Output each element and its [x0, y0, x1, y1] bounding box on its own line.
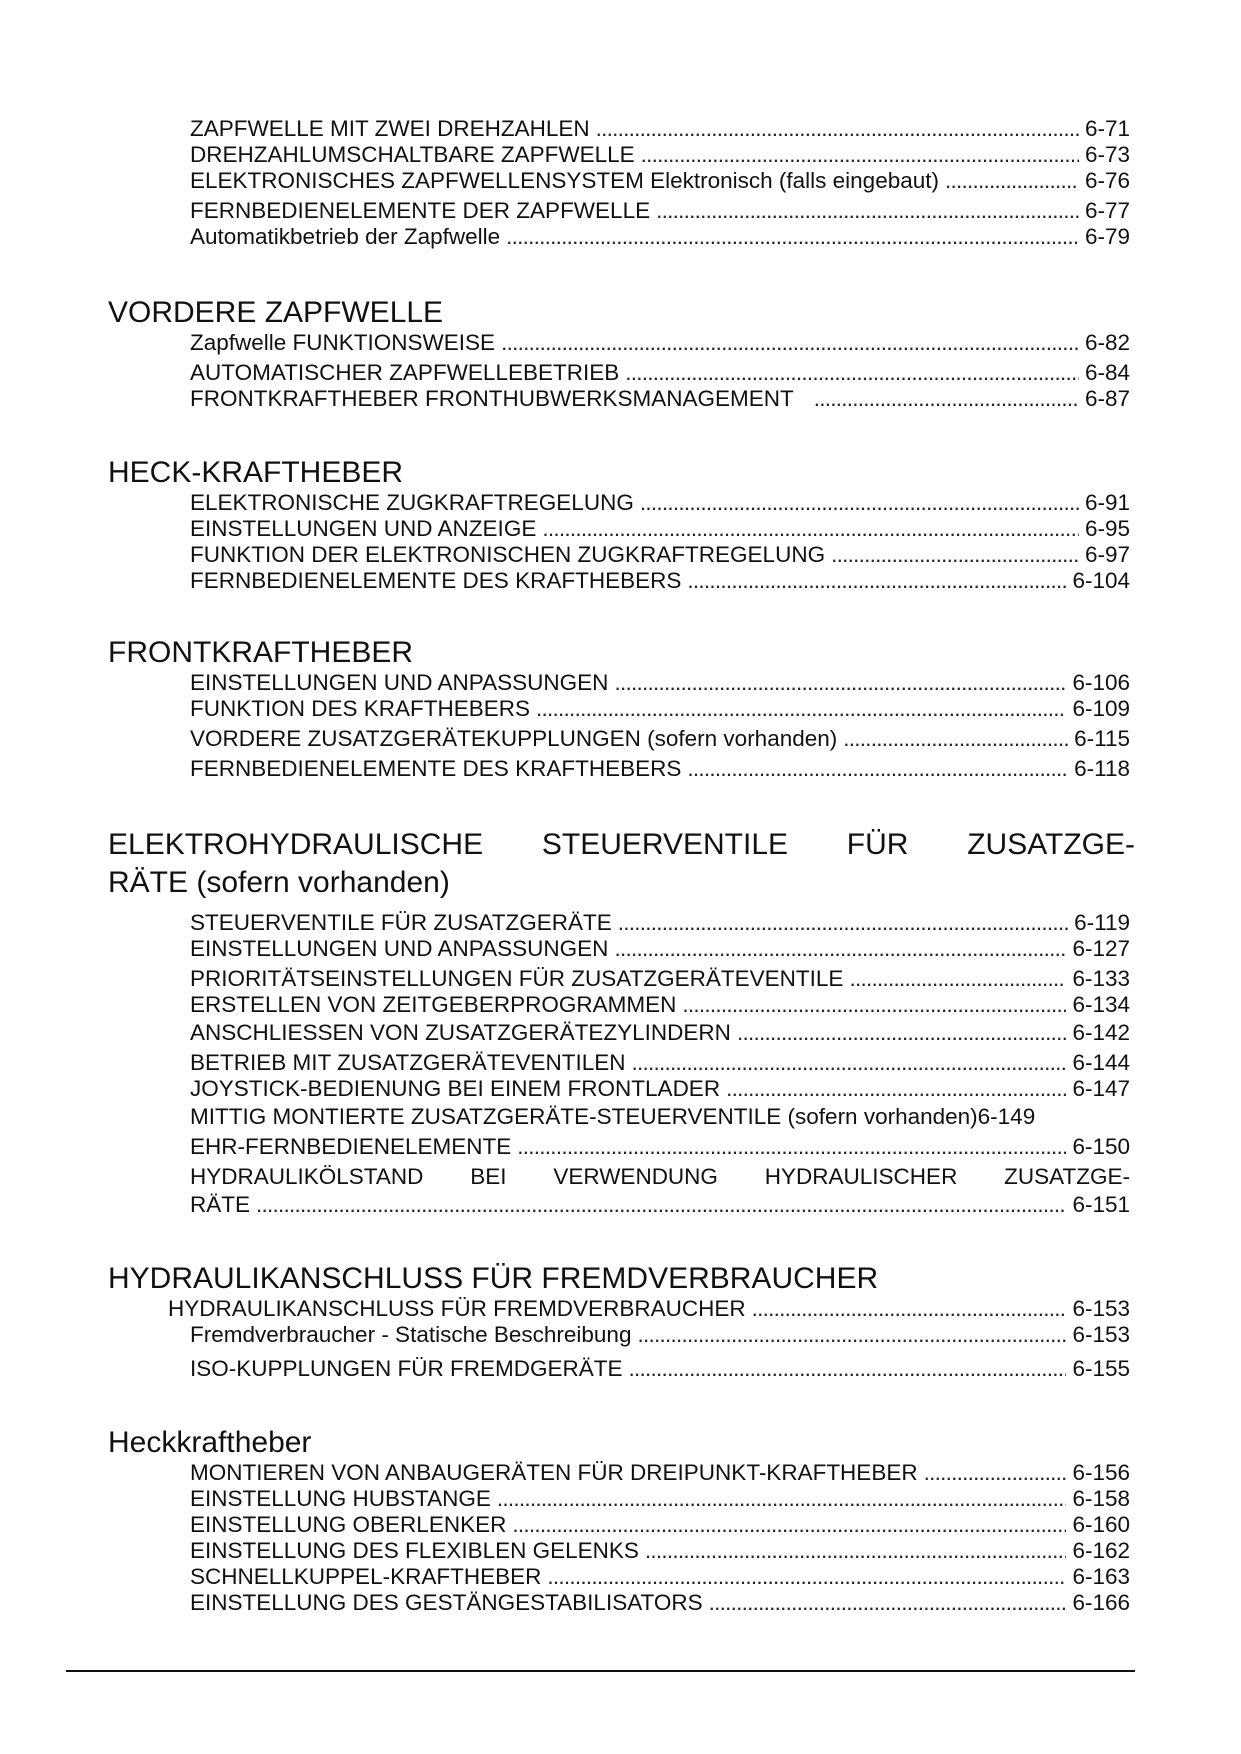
toc-entry-page: 6-166 — [1072, 1590, 1130, 1615]
toc-entry-page: 6-158 — [1072, 1486, 1130, 1511]
toc-entry[interactable] — [190, 1020, 1130, 1046]
dot-leader — [517, 1134, 1066, 1160]
toc-entry[interactable] — [190, 1460, 1130, 1486]
toc-entry-title: EINSTELLUNG OBERLENKER — [190, 1512, 507, 1537]
toc-entry-title: PRIORITÄTSEINSTELLUNGEN FÜR ZUSATZGERÄTEVENTILE — [190, 966, 844, 991]
toc-entry-page: 6-104 — [1072, 568, 1130, 593]
toc-entry-title: VORDERE ZUSATZGERÄTEKUPPLUNGEN (sofern vorhanden) — [190, 726, 838, 751]
toc-entry-page: 6-142 — [1072, 1020, 1130, 1045]
toc-entry-page: 6-144 — [1072, 1050, 1130, 1075]
toc-entry[interactable] — [190, 568, 1130, 594]
toc-entry-page: 6-118 — [1074, 756, 1130, 781]
toc-entry-page: 6-84 — [1084, 360, 1130, 385]
toc-entry-page: 6-71 — [1084, 116, 1130, 141]
section-heading-continued: RÄTE (sofern vorhanden) — [108, 866, 450, 899]
toc-entry[interactable] — [190, 910, 1130, 936]
toc-entry[interactable] — [190, 756, 1130, 782]
toc-entry[interactable] — [190, 330, 1130, 356]
toc-entry[interactable] — [190, 1322, 1130, 1348]
toc-entry-title: FERNBEDIENELEMENTE DES KRAFTHEBERS — [190, 756, 682, 781]
toc-entry[interactable] — [190, 516, 1130, 542]
dot-leader — [831, 542, 1079, 568]
toc-entry[interactable] — [190, 1104, 1130, 1130]
toc-entry-page: 6-82 — [1084, 330, 1130, 355]
toc-entry-page: 6-155 — [1072, 1356, 1130, 1381]
toc-entry[interactable] — [190, 386, 1130, 412]
toc-entry-page: 6-73 — [1084, 142, 1130, 167]
toc-entry-page: 6-153 — [1072, 1322, 1130, 1347]
toc-entry-title: ANSCHLIESSEN VON ZUSATZGERÄTEZYLINDERN — [190, 1020, 731, 1045]
toc-entry-title: STEUERVENTILE FÜR ZUSATZGERÄTE — [190, 910, 612, 935]
dot-leader — [547, 1564, 1066, 1590]
toc-entry-page: 6-106 — [1072, 670, 1130, 695]
toc-entry-title: EINSTELLUNG HUBSTANGE — [190, 1486, 491, 1511]
toc-entry-page: 6-79 — [1084, 224, 1130, 249]
toc-entry-page: 6-127 — [1072, 936, 1130, 961]
toc-entry-page: 6-91 — [1084, 490, 1130, 515]
toc-entry[interactable] — [190, 1590, 1130, 1616]
toc-entry-title: JOYSTICK-BEDIENUNG BEI EINEM FRONTLADER — [190, 1076, 721, 1101]
toc-entry-title: EINSTELLUNGEN UND ANPASSUNGEN — [190, 670, 609, 695]
toc-entry[interactable] — [190, 1192, 1130, 1218]
toc-entry[interactable] — [190, 1564, 1130, 1590]
toc-entry[interactable] — [190, 670, 1130, 696]
toc-entry[interactable] — [190, 1538, 1130, 1564]
toc-entry[interactable] — [168, 1296, 1130, 1322]
toc-entry-page: 6-76 — [1084, 168, 1130, 193]
toc-entry[interactable] — [190, 726, 1130, 752]
section-heading: Heckkraftheber — [108, 1426, 312, 1459]
section-heading: HECK-KRAFTHEBER — [108, 456, 404, 489]
toc-entry[interactable] — [190, 936, 1130, 962]
toc-entry-page: 6-162 — [1072, 1538, 1130, 1563]
toc-entry-page: 6-149 — [977, 1104, 1036, 1129]
toc-entry[interactable] — [190, 224, 1130, 250]
toc-entry[interactable] — [190, 1486, 1130, 1512]
toc-entry-title: MONTIEREN VON ANBAUGERÄTEN FÜR DREIPUNKT-KRAFTHEBER — [190, 1460, 918, 1485]
dot-leader — [726, 1076, 1066, 1102]
dot-leader — [843, 726, 1068, 752]
toc-entry-title: DREHZAHLUMSCHALTBARE ZAPFWELLE — [190, 142, 635, 167]
dot-leader — [629, 1356, 1067, 1382]
toc-entry-title: FRONTKRAFTHEBER FRONTHUBWERKSMANAGEMENT — [190, 386, 794, 411]
toc-entry-title: FUNKTION DER ELEKTRONISCHEN ZUGKRAFTREGELUNG — [190, 542, 826, 567]
toc-entry-title: Fremdverbraucher - Statische Beschreibung — [190, 1322, 632, 1347]
dot-leader — [625, 360, 1079, 386]
toc-entry-title: SCHNELLKUPPEL-KRAFTHEBER — [190, 1564, 542, 1589]
toc-entry[interactable] — [190, 966, 1130, 992]
toc-entry-page: 6-156 — [1072, 1460, 1130, 1485]
toc-entry-title: HYDRAULIKÖLSTAND BEI VERWENDUNG HYDRAULISCHER ZUSATZGE- — [190, 1164, 1130, 1189]
toc-entry-title: EINSTELLUNG DES FLEXIBLEN GELENKS — [190, 1538, 639, 1563]
toc-entry-title: FERNBEDIENELEMENTE DER ZAPFWELLE — [190, 198, 651, 223]
toc-entry[interactable] — [190, 142, 1130, 168]
section-heading: FRONTKRAFTHEBER — [108, 636, 414, 669]
dot-leader — [640, 490, 1079, 516]
toc-entry-title: EINSTELLUNGEN UND ANPASSUNGEN — [190, 936, 609, 961]
dot-leader — [497, 1486, 1067, 1512]
toc-entry-page: 6-87 — [1084, 386, 1130, 411]
toc-entry-title: FUNKTION DES KRAFTHEBERS — [190, 696, 531, 721]
toc-entry[interactable] — [190, 1356, 1130, 1382]
toc-entry[interactable] — [190, 116, 1130, 142]
toc-entry-page: 6-133 — [1072, 966, 1130, 991]
toc-entry[interactable] — [190, 992, 1130, 1018]
dot-leader — [536, 696, 1066, 722]
toc-entry-title: MITTIG MONTIERTE ZUSATZGERÄTE-STEUERVENTILE (sofern vorhanden) — [190, 1104, 978, 1129]
toc-entry-page: 6-115 — [1074, 726, 1130, 751]
dot-leader — [752, 1296, 1067, 1322]
toc-entry-title: Automatikbetrieb der Zapfwelle — [190, 224, 501, 249]
dot-leader — [614, 670, 1066, 696]
toc-entry[interactable] — [190, 1512, 1130, 1538]
toc-entry-page: 6-119 — [1074, 910, 1130, 935]
toc-entry-page: 6-147 — [1072, 1076, 1130, 1101]
toc-entry-title: ELEKTRONISCHES ZAPFWELLENSYSTEM Elektronisch (falls eingebaut) — [190, 168, 939, 193]
toc-entry-title: AUTOMATISCHER ZAPFWELLEBETRIEB — [190, 360, 620, 385]
dot-leader — [924, 1460, 1067, 1486]
toc-entry-page: 6-77 — [1084, 198, 1130, 223]
dot-leader — [682, 992, 1066, 1018]
toc-entry[interactable] — [190, 1134, 1130, 1160]
toc-entry-page: 6-134 — [1072, 992, 1130, 1017]
toc-entry-page: 6-109 — [1072, 696, 1130, 721]
toc-entry-title: ISO-KUPPLUNGEN FÜR FREMDGERÄTE — [190, 1356, 623, 1381]
dot-leader — [737, 1020, 1067, 1046]
toc-entry-title: EINSTELLUNGEN UND ANZEIGE — [190, 516, 537, 541]
toc-entry-title: RÄTE — [190, 1192, 251, 1217]
toc-entry-title: EHR-FERNBEDIENELEMENTE — [190, 1134, 512, 1159]
dot-leader — [512, 1512, 1066, 1538]
toc-entry[interactable] — [190, 168, 1130, 194]
toc-entry-title: ELEKTRONISCHE ZUGKRAFTREGELUNG — [190, 490, 634, 515]
dot-leader — [506, 224, 1079, 250]
toc-entry-title: BETRIEB MIT ZUSATZGERÄTEVENTILEN — [190, 1050, 626, 1075]
dot-leader — [687, 568, 1066, 594]
toc-entry-page: 6-95 — [1084, 516, 1130, 541]
toc-entry-page: 6-151 — [1072, 1192, 1130, 1217]
dot-leader — [614, 936, 1066, 962]
footer-rule — [66, 1670, 1135, 1672]
dot-leader — [709, 1590, 1067, 1616]
dot-leader — [656, 198, 1079, 224]
toc-entry-title: ERSTELLEN VON ZEITGEBERPROGRAMMEN — [190, 992, 677, 1017]
toc-entry[interactable] — [190, 1164, 1130, 1190]
toc-entry-page: 6-153 — [1072, 1296, 1130, 1321]
dot-leader — [501, 330, 1079, 356]
toc-entry[interactable] — [190, 1050, 1130, 1076]
dot-leader — [631, 1050, 1066, 1076]
toc-entry-title: FERNBEDIENELEMENTE DES KRAFTHEBERS — [190, 568, 682, 593]
dot-leader — [596, 116, 1079, 142]
toc-entry-title: Zapfwelle FUNKTIONSWEISE — [190, 330, 496, 355]
section-heading: HYDRAULIKANSCHLUSS FÜR FREMDVERBRAUCHER — [108, 1262, 879, 1295]
toc-entry[interactable] — [190, 1076, 1130, 1102]
toc-entry-title: ZAPFWELLE MIT ZWEI DREHZAHLEN — [190, 116, 590, 141]
dot-leader — [687, 756, 1068, 782]
section-heading: VORDERE ZAPFWELLE — [108, 296, 444, 329]
toc-entry-title: HYDRAULIKANSCHLUSS FÜR FREMDVERBRAUCHER — [168, 1296, 746, 1321]
dot-leader — [814, 386, 1079, 412]
dot-leader — [618, 910, 1068, 936]
toc-entry-page: 6-160 — [1072, 1512, 1130, 1537]
dot-leader — [542, 516, 1079, 542]
toc-entry[interactable] — [190, 490, 1130, 516]
toc-entry-page: 6-163 — [1072, 1564, 1130, 1589]
toc-entry-page: 6-150 — [1072, 1134, 1130, 1159]
dot-leader — [945, 168, 1079, 194]
dot-leader — [849, 966, 1066, 992]
toc-entry[interactable] — [190, 360, 1130, 386]
dot-leader — [645, 1538, 1067, 1564]
section-heading: ELEKTROHYDRAULISCHE STEUERVENTILE FÜR ZUSATZGE- — [108, 828, 1135, 861]
toc-entry[interactable] — [190, 542, 1130, 568]
toc-entry-page: 6-97 — [1084, 542, 1130, 567]
dot-leader — [256, 1192, 1066, 1218]
toc-entry[interactable] — [190, 198, 1130, 224]
toc-entry[interactable] — [190, 696, 1130, 722]
dot-leader — [637, 1322, 1066, 1348]
toc-entry-title: EINSTELLUNG DES GESTÄNGESTABILISATORS — [190, 1590, 703, 1615]
dot-leader — [641, 142, 1079, 168]
